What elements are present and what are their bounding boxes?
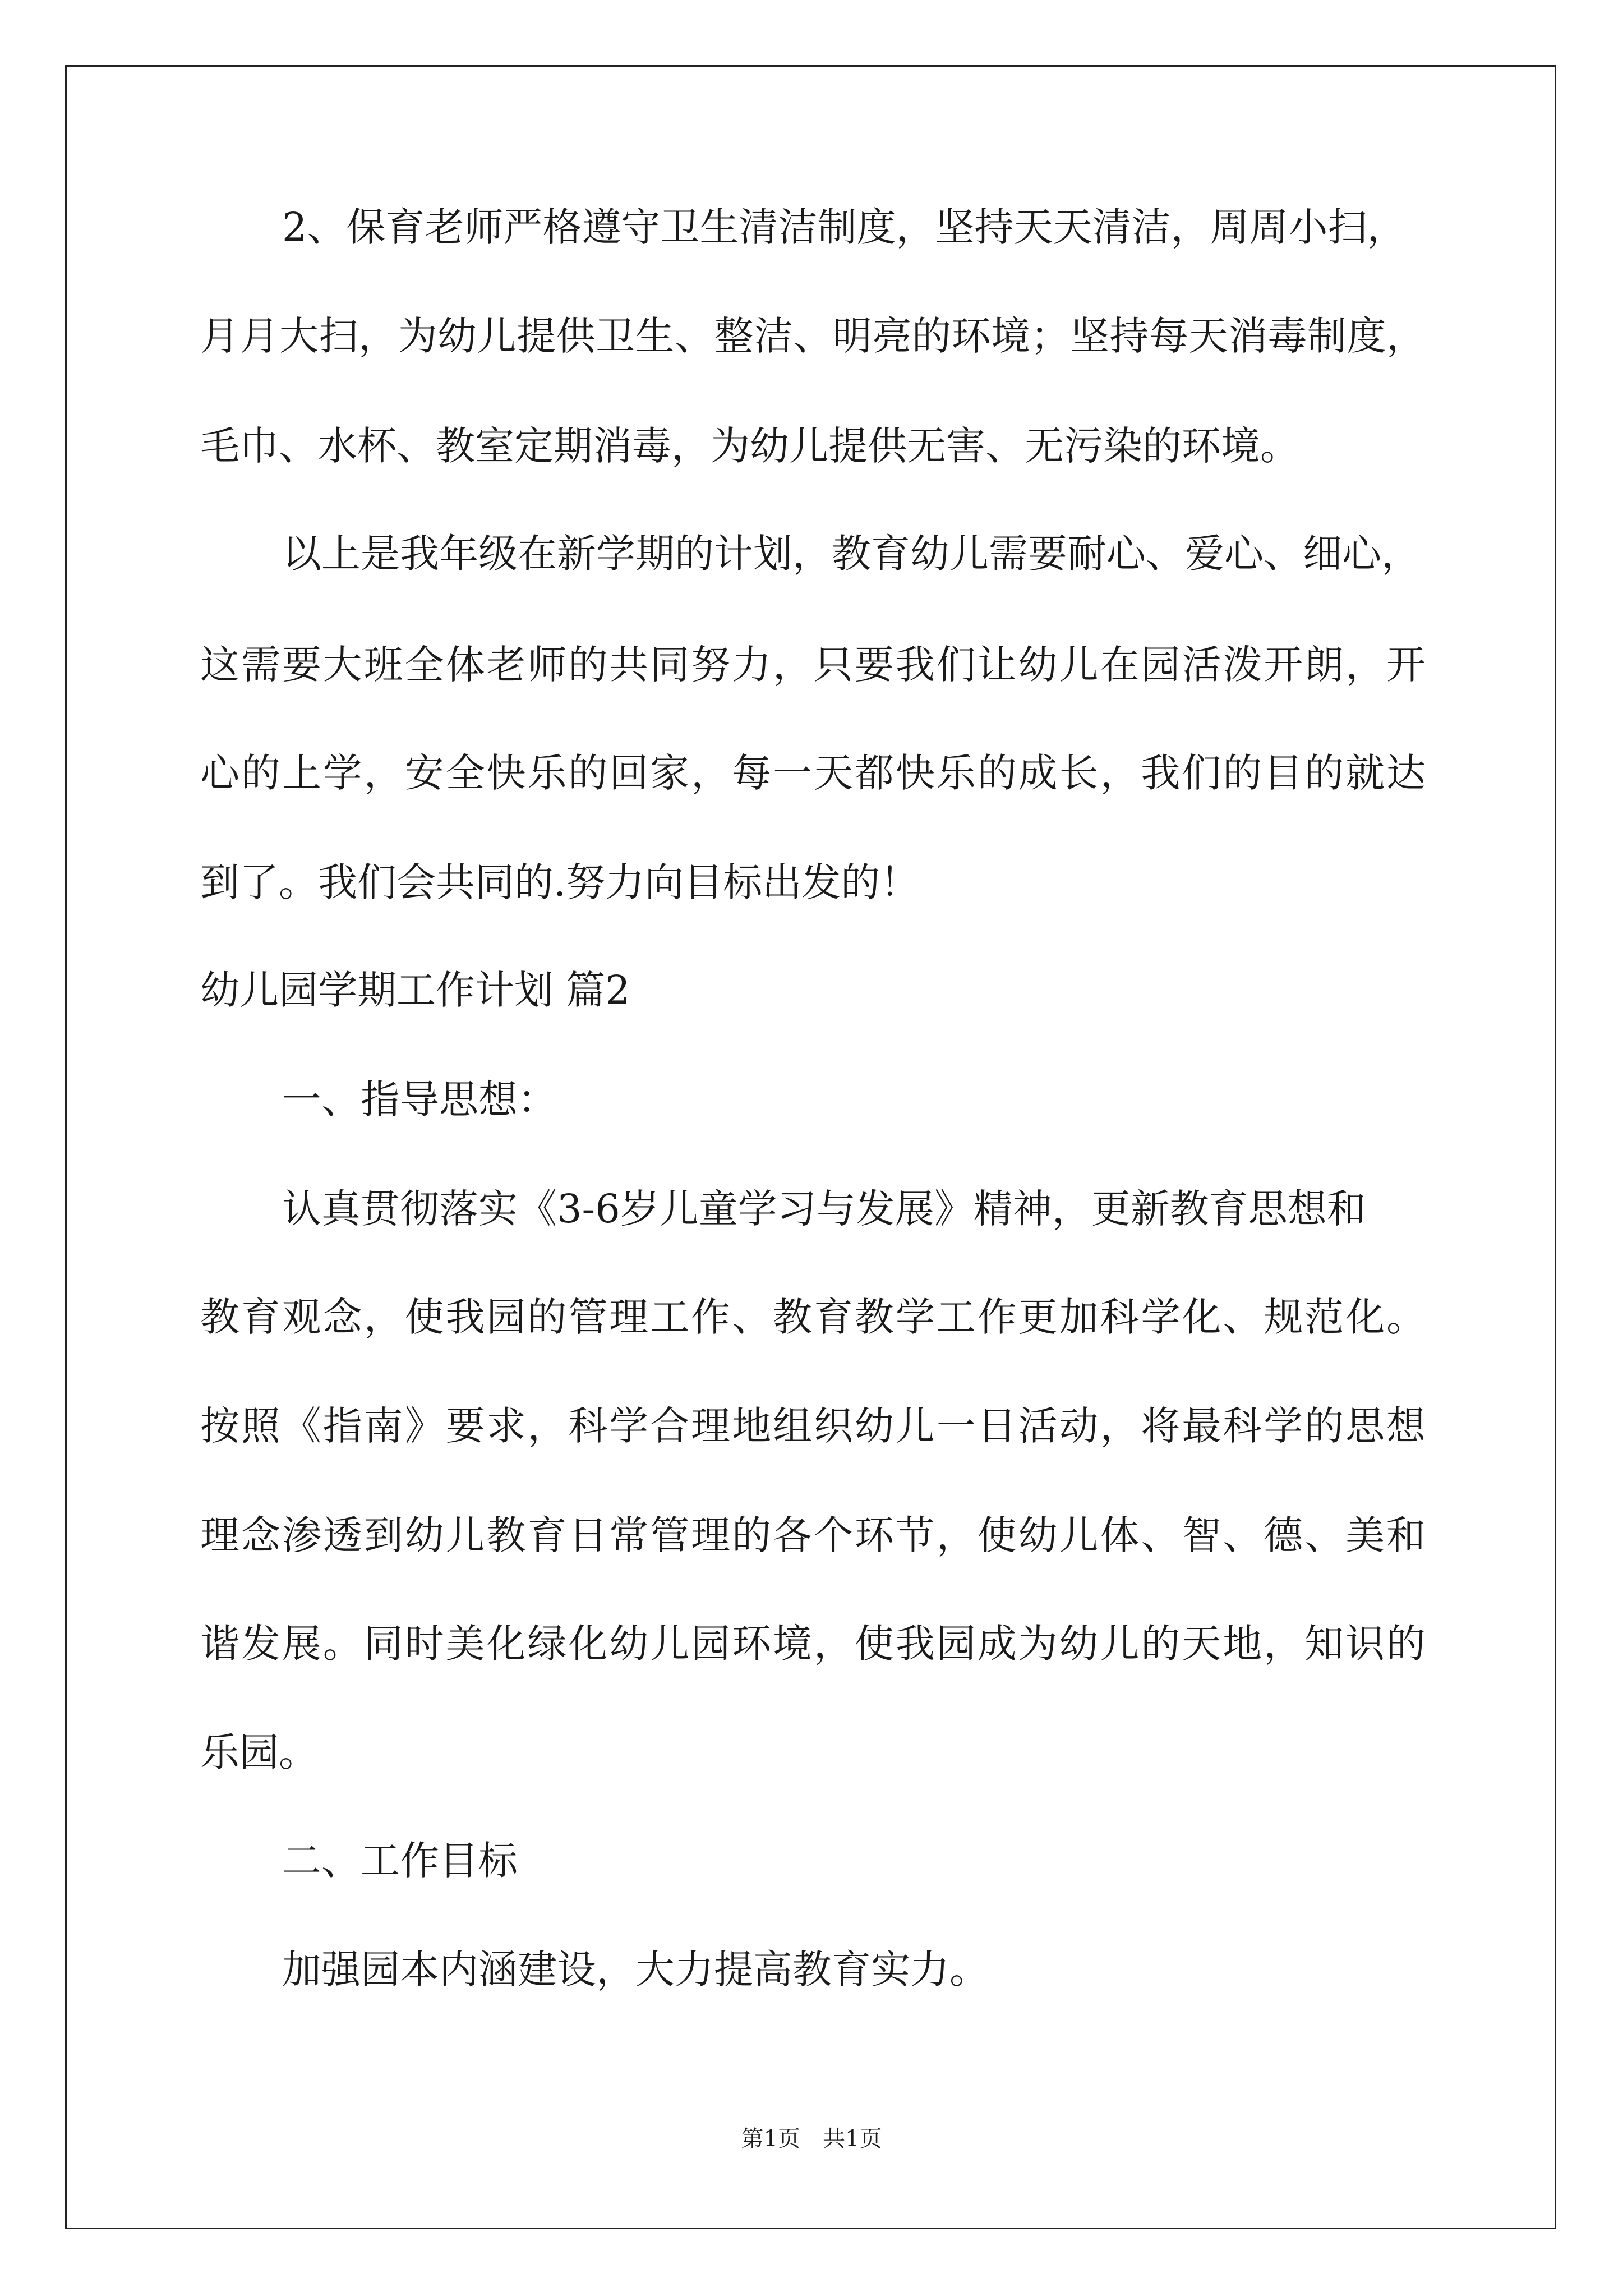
- subsection-heading: 一、指导思想：: [282, 1076, 557, 1122]
- page-border: [65, 65, 1556, 2229]
- paragraph-line: 加强园本内涵建设，大力提高教育实力。: [282, 1947, 989, 1993]
- paragraph-line: 理念渗透到幼儿教育日常管理的各个环节，使幼儿体、智、德、美和: [200, 1512, 1426, 1558]
- paragraph-line: 到了。我们会共同的.努力向目标出发的！: [200, 859, 920, 905]
- subsection-heading: 二、工作目标: [282, 1838, 518, 1884]
- page-number: 第1页 共1页: [741, 2126, 882, 2152]
- paragraph-line: 谐发展。同时美化绿化幼儿园环境，使我园成为幼儿的天地，知识的: [200, 1621, 1426, 1667]
- paragraph-line: 以上是我年级在新学期的计划，教育幼儿需要耐心、爱心、细心，: [282, 531, 1421, 577]
- section-heading: 幼儿园学期工作计划 篇2: [200, 967, 630, 1013]
- paragraph-line: 月月大扫，为幼儿提供卫生、整洁、明亮的环境；坚持每天消毒制度，: [200, 313, 1426, 359]
- paragraph-line: 毛巾、水杯、教室定期消毒，为幼儿提供无害、无污染的环境。: [200, 423, 1299, 469]
- paragraph-line: 心的上学，安全快乐的回家，每一天都快乐的成长，我们的目的就达: [200, 750, 1426, 796]
- paragraph-line: 乐园。: [200, 1729, 318, 1775]
- paragraph-line: 认真贯彻落实《3-6岁儿童学习与发展》精神，更新教育思想和: [282, 1186, 1366, 1232]
- paragraph-line: 这需要大班全体老师的共同努力，只要我们让幼儿在园活泼开朗，开: [200, 642, 1426, 688]
- paragraph-line: 按照《指南》要求，科学合理地组织幼儿一日活动，将最科学的思想: [200, 1403, 1426, 1449]
- paragraph-line: 教育观念，使我园的管理工作、教育教学工作更加科学化、规范化。: [200, 1294, 1426, 1340]
- paragraph-line: 2、保育老师严格遵守卫生清洁制度，坚持天天清洁，周周小扫，: [282, 204, 1407, 250]
